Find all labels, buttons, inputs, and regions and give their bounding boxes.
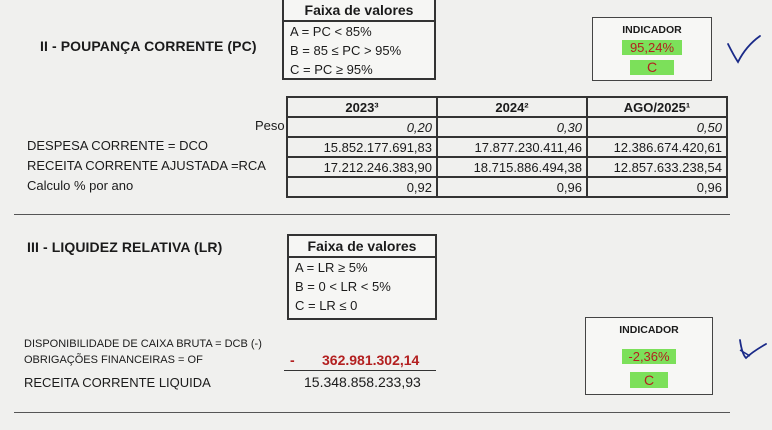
pc-range-b: B = 85 ≤ PC > 95%	[290, 43, 402, 58]
year-2024: 2024²	[437, 97, 587, 117]
lr-checkmark-icon	[736, 336, 770, 372]
dco-cell: 17.877.230.411,46	[437, 137, 587, 157]
lr-range-c: C = LR ≤ 0	[295, 298, 358, 313]
section-ii-title: II - POUPANÇA CORRENTE (PC)	[40, 38, 257, 54]
section-iii-title: III - LIQUIDEZ RELATIVA (LR)	[27, 239, 223, 255]
dcb-label: DISPONIBILIDADE DE CAIXA BRUTA = DCB (-)	[24, 338, 262, 350]
year-ago2025: AGO/2025¹	[587, 97, 727, 117]
peso-cell: 0,50	[587, 117, 727, 137]
peso-cell: 0,20	[287, 117, 437, 137]
pc-range-a: A = PC < 85%	[290, 24, 372, 39]
lr-indicator-grade: C	[630, 372, 668, 388]
table-row	[287, 137, 727, 157]
table-row	[287, 117, 727, 137]
pc-indicator-title: INDICADOR	[622, 24, 682, 36]
table-header-row	[287, 97, 727, 117]
pc-range-box	[282, 0, 436, 80]
of-label: OBRIGAÇÕES FINANCEIRAS = OF	[24, 354, 203, 366]
row-label-calculo: Calculo % por ano	[27, 178, 134, 193]
denominator-value: 15.348.858.233,93	[304, 374, 421, 390]
lr-range-header: Faixa de valores	[289, 236, 435, 258]
lr-indicator-value: -2,36%	[622, 349, 675, 364]
calculo-cell: 0,96	[437, 177, 587, 197]
minus-sign: -	[290, 352, 295, 368]
pc-indicator-value: 95,24%	[622, 40, 682, 55]
lr-range-a: A = LR ≥ 5%	[295, 260, 368, 275]
fraction-bar	[284, 370, 436, 371]
section-divider	[14, 214, 730, 215]
peso-cell: 0,30	[437, 117, 587, 137]
row-label-dco: DESPESA CORRENTE = DCO	[27, 138, 208, 153]
calculo-cell: 0,96	[587, 177, 727, 197]
lr-range-box	[287, 234, 437, 320]
year-2023: 2023³	[287, 97, 437, 117]
dco-cell: 12.386.674.420,61	[587, 137, 727, 157]
pc-range-header: Faixa de valores	[284, 0, 434, 22]
bottom-divider	[14, 412, 730, 413]
rca-cell: 12.857.633.238,54	[587, 157, 727, 177]
row-label-rca: RECEITA CORRENTE AJUSTADA =RCA	[27, 158, 266, 173]
rcl-label: RECEITA CORRENTE LIQUIDA	[24, 375, 211, 390]
rca-cell: 17.212.246.383,90	[287, 157, 437, 177]
numerator-value: 362.981.302,14	[322, 352, 420, 368]
pc-indicator-grade: C	[630, 60, 674, 75]
calculo-cell: 0,92	[287, 177, 437, 197]
table-row	[287, 177, 727, 197]
lr-range-b: B = 0 < LR < 5%	[295, 279, 391, 294]
pc-data-table	[286, 96, 728, 198]
dco-cell: 15.852.177.691,83	[287, 137, 437, 157]
table-row	[287, 157, 727, 177]
pc-checkmark-icon	[726, 34, 762, 74]
lr-indicator-title: INDICADOR	[619, 324, 679, 336]
peso-label: Peso	[255, 118, 285, 133]
pc-indicator-box	[592, 17, 712, 81]
rca-cell: 18.715.886.494,38	[437, 157, 587, 177]
lr-indicator-box	[585, 317, 713, 395]
pc-range-c: C = PC ≥ 95%	[290, 62, 373, 77]
